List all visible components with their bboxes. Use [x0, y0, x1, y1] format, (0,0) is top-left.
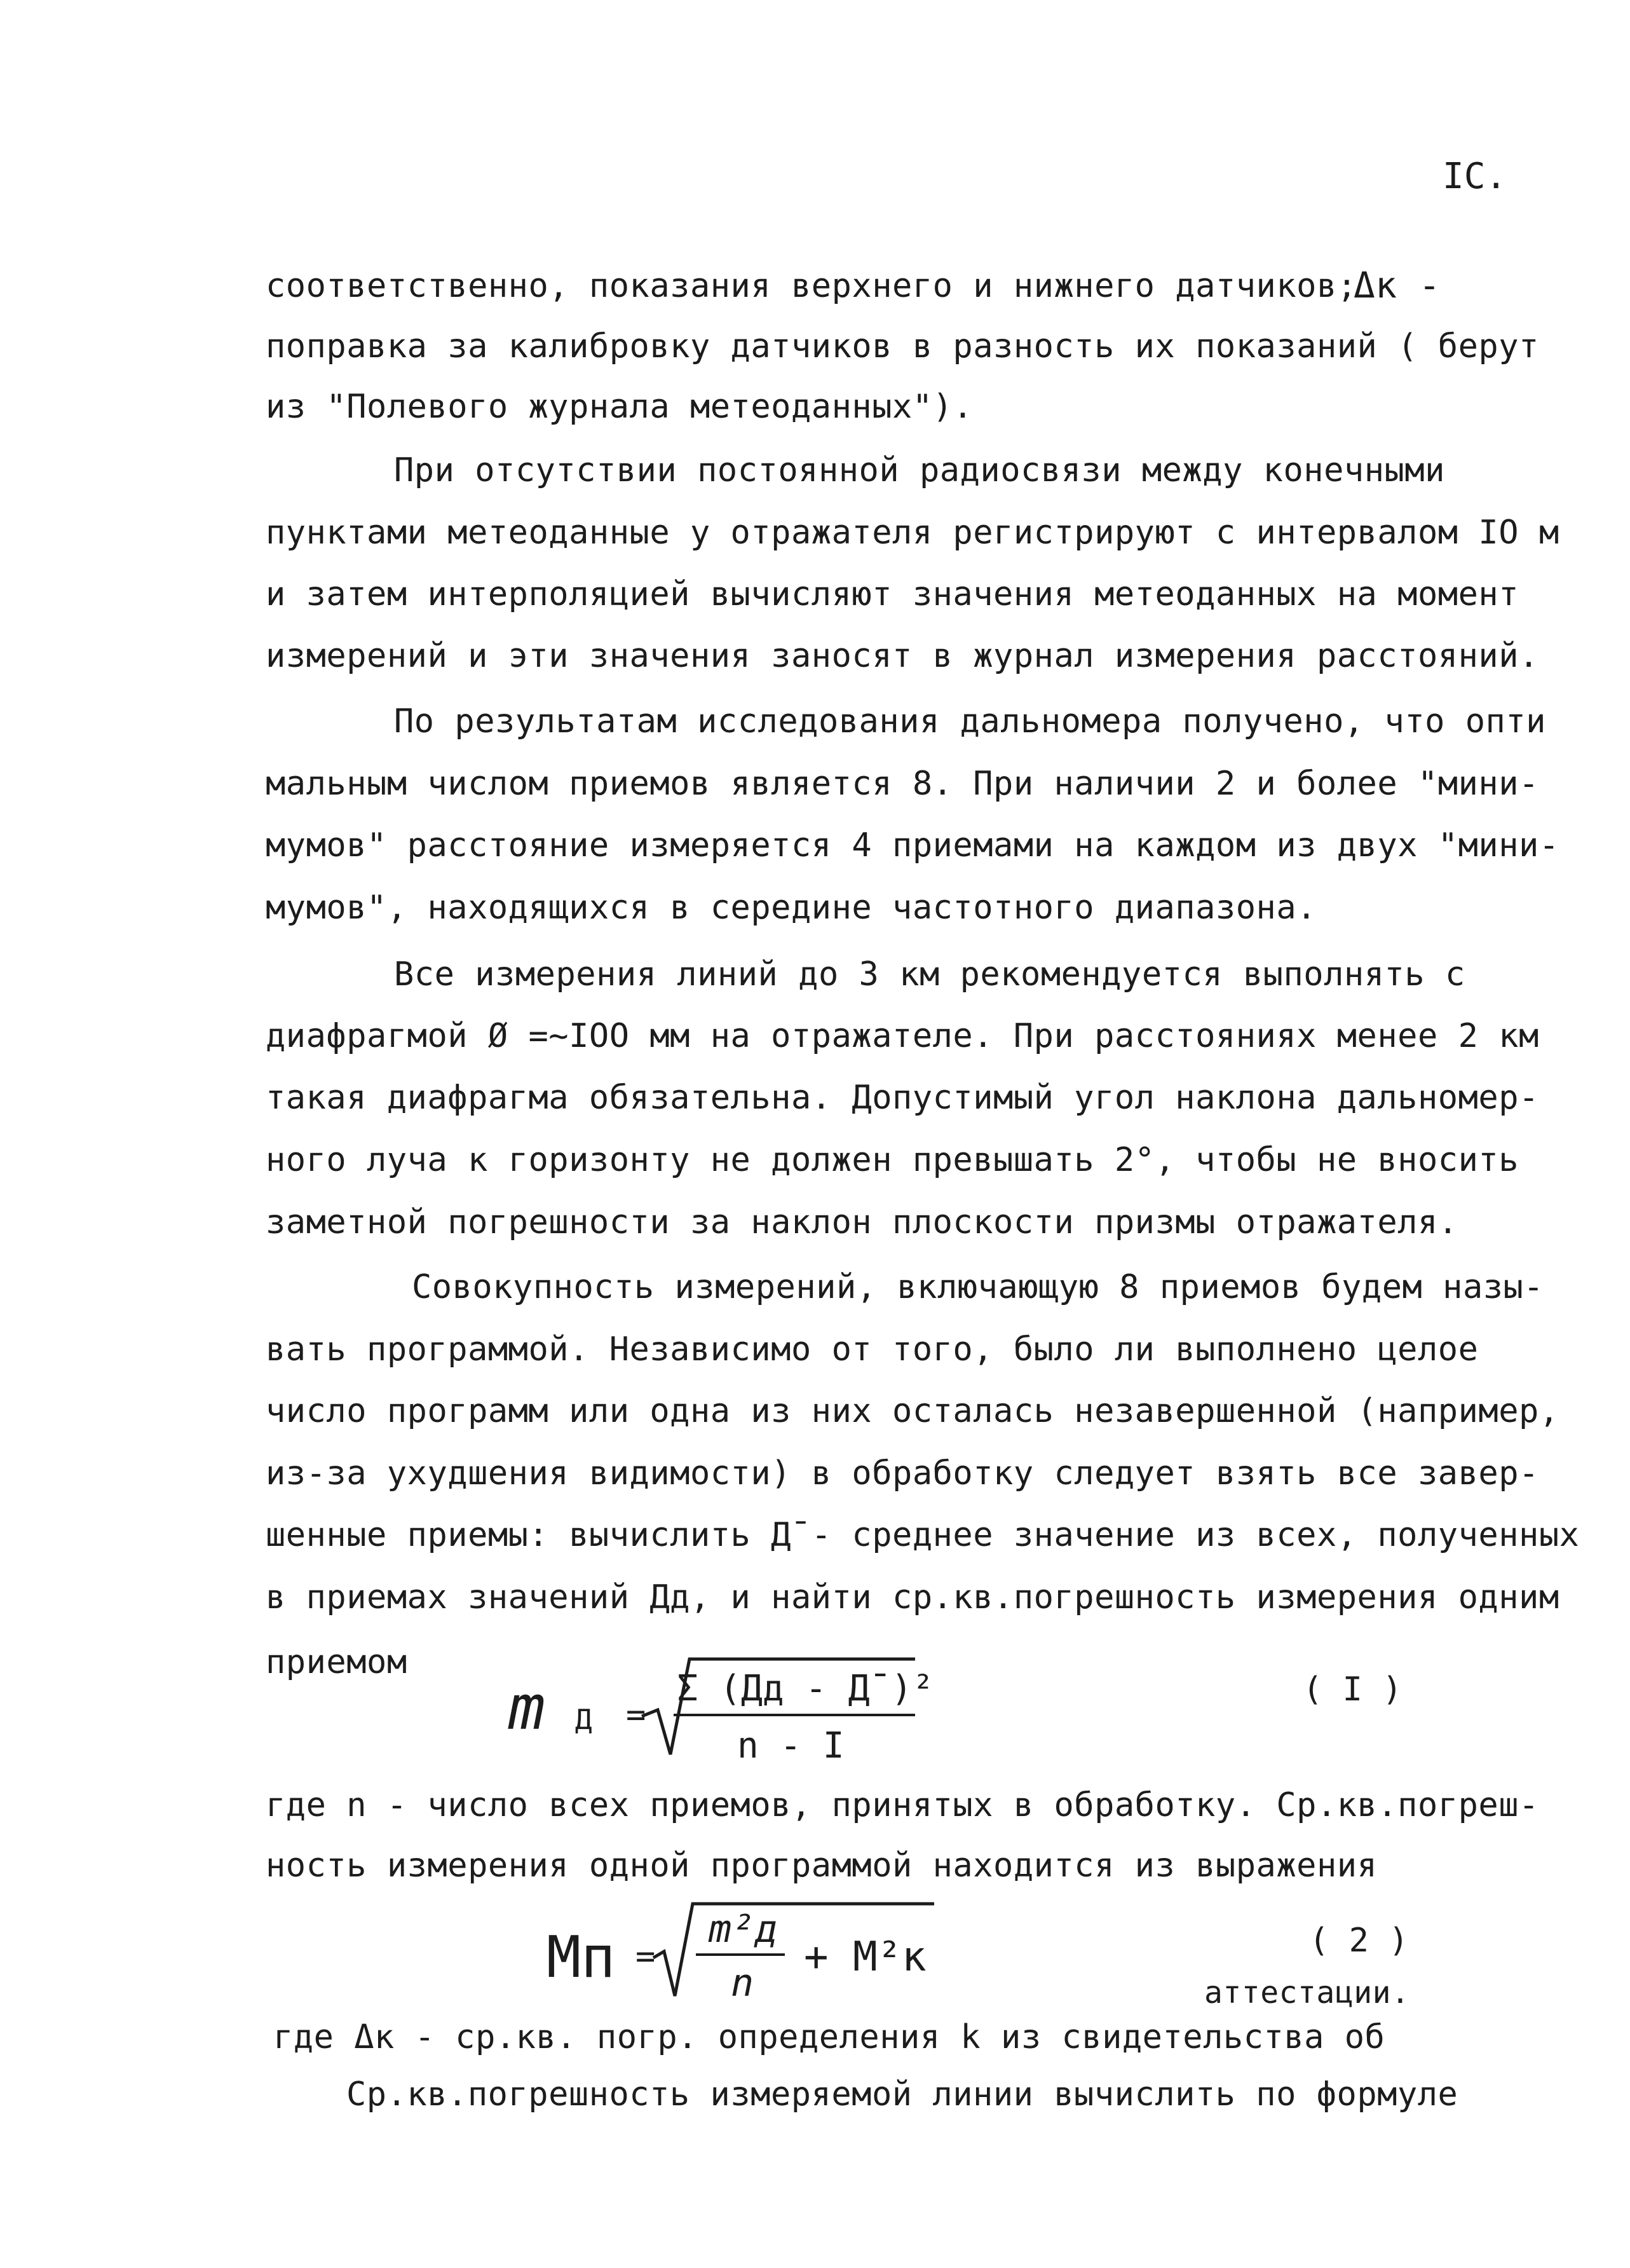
text-line: вать программой. Независимо от того, было ли выполнено целое [266, 1330, 1479, 1369]
text-line: приемом [266, 1643, 407, 1681]
formula-2-num: m²д [709, 1907, 778, 1951]
formula-2-number: ( 2 ) [1309, 1922, 1409, 1960]
text-line: измерений и эти значения заносят в журнал измерения расстояний. [266, 637, 1539, 675]
text-line: где Δк - ср.кв. погр. определения k из свидетельства об [273, 2018, 1385, 2056]
text-line: ность измерения одной программой находится из выражения [266, 1847, 1378, 1885]
text-line: поправка за калибровку датчиков в разность их показаний ( берут [266, 327, 1539, 365]
formula-2-lhs: Mп [547, 1924, 616, 1991]
text-line: Ср.кв.погрешность измеряемой линии вычислить по формуле [346, 2075, 1458, 2114]
text-line: Все измерения линий до 3 км рекомендуется выполнять с [394, 955, 1465, 994]
formula-2-plus: + M²к [804, 1934, 927, 1981]
text-line: из "Полевого журнала метеоданных"). [266, 388, 974, 426]
text-line: соответственно, показания верхнего и нижнего датчиков; [266, 267, 1357, 305]
text-line: По результатам исследования дальномера получено, что опти [394, 702, 1546, 741]
text-line: аттестации. [1204, 1975, 1410, 2011]
formula-2-den: n [731, 1961, 754, 2005]
text-line: мальным числом приемов является 8. При наличии 2 и более "мини- [266, 765, 1539, 803]
formula-1-denominator: n - I [737, 1725, 845, 1766]
formula-1-lhs-sub: Д [575, 1704, 592, 1736]
text-line: из-за ухудшения видимости) в обработку следует взять все завер- [266, 1454, 1539, 1493]
text-line: в приемах значений Дд, и найти ср.кв.погрешность измерения одним [266, 1578, 1559, 1616]
text-line: шенные приемы: вычислить Д̄ - среднее значение из всех, полученных [266, 1516, 1580, 1554]
formula-1-number: ( I ) [1303, 1670, 1402, 1709]
text-line: мумов" расстояние измеряется 4 приемами на каждом из двух "мини- [266, 826, 1559, 864]
text-line: где n - число всех приемов, принятых в обработку. Ср.кв.погреш- [266, 1786, 1539, 1824]
text-line: пунктами метеоданные у отражателя регистрируют с интервалом IO м [266, 514, 1559, 552]
text-line: число программ или одна из них осталась незавершенной (например, [266, 1392, 1559, 1430]
text-line: При отсутствии постоянной радиосвязи между конечными [394, 451, 1445, 489]
page-number: IC. [1443, 156, 1507, 197]
delta-k-symbol: Δк - [1354, 265, 1441, 306]
text-line: ного луча к горизонту не должен превышать 2°, чтобы не вносить [266, 1141, 1519, 1179]
text-line: и затем интерполяцией вычисляют значения метеоданных на момент [266, 575, 1519, 613]
text-line: заметной погрешности за наклон плоскости призмы отражателя. [266, 1203, 1458, 1241]
svg-text:=: = [626, 1696, 646, 1734]
text-line: такая диафрагма обязательна. Допустимый угол наклона дальномер- [266, 1079, 1539, 1117]
text-line: мумов", находящихся в середине частотного диапазона. [266, 889, 1317, 927]
text-line: диафрагмой Ø =~IOO мм на отражателе. При расстояниях менее 2 км [266, 1017, 1539, 1055]
formula-1-numerator: Σ (Дд - Д̄ )² [677, 1668, 934, 1709]
svg-text:=: = [635, 1937, 656, 1976]
text-line: Совокупность измерений, включающую 8 приемов будем назы- [412, 1268, 1544, 1306]
formula-1-lhs: m [508, 1672, 545, 1744]
